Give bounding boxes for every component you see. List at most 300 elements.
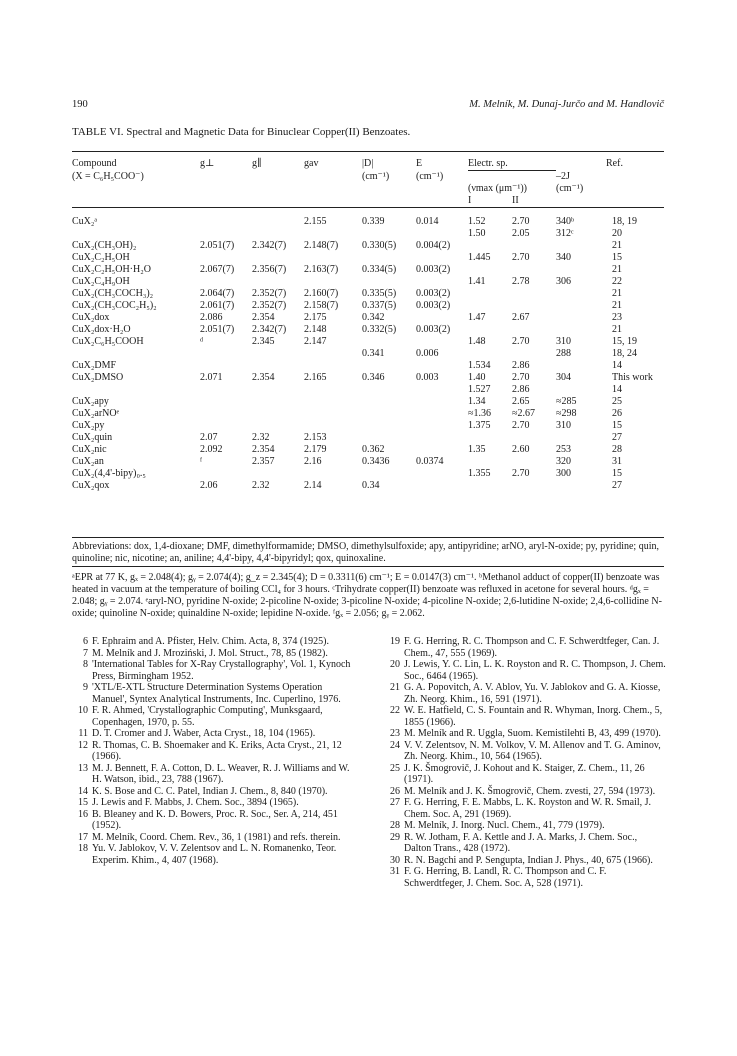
cell-g-perp: 2.092 <box>200 443 223 455</box>
reference-text: M. J. Bennett, F. A. Cotton, D. L. Weaver, R. J. Williams and W. H. Watson, ibid., 23, 788 (1967). <box>92 762 350 785</box>
cell-d-value: 0.332(5) <box>362 323 397 335</box>
col-electr-sp: Electr. sp. <box>468 158 508 169</box>
cell-g-par <box>252 468 304 480</box>
cell-band-i: 1.48 <box>468 335 486 347</box>
reference-text: F. R. Ahmed, 'Crystallographic Computing', Munksgaard, Copenhagen, 1970, p. 55. <box>92 705 323 728</box>
cell-ref: 22 <box>612 275 622 287</box>
cell-g-perp: 2.071 <box>200 371 223 383</box>
cell-j-value: 340ᵇ <box>556 215 575 227</box>
cell-g-perp <box>200 276 252 288</box>
table-row <box>72 324 664 336</box>
cell-g-par <box>252 420 304 432</box>
reference-number: 21 <box>390 682 400 693</box>
cell-ref: 26 <box>612 407 622 419</box>
cell-ref: 21 <box>612 263 622 275</box>
cell-band-ii <box>512 324 556 336</box>
cell-g-av <box>304 228 362 240</box>
reference-number: 13 <box>78 762 88 774</box>
cell-band-i <box>468 324 512 336</box>
cell-band-i: 1.527 <box>468 383 491 395</box>
table-row <box>72 264 664 276</box>
table-row <box>72 288 664 300</box>
cell-compound <box>72 384 200 396</box>
cell-e-value <box>416 468 468 480</box>
cell-band-i <box>468 240 512 252</box>
cell-band-i <box>468 264 512 276</box>
reference-item <box>384 855 666 867</box>
references-left-column <box>72 636 354 866</box>
cell-d-value <box>362 420 416 432</box>
table-row <box>72 360 664 372</box>
cell-g-par <box>252 207 304 228</box>
cell-band-i <box>468 456 512 468</box>
col-g-av: gav <box>304 158 319 169</box>
cell-ref: 27 <box>612 479 622 491</box>
cell-g-par <box>252 228 304 240</box>
cell-e-value: 0.003(2) <box>416 263 451 275</box>
cell-band-i: 1.534 <box>468 359 491 371</box>
cell-band-ii <box>512 300 556 312</box>
cell-band-i: 1.41 <box>468 275 486 287</box>
cell-g-par: 2.342(7) <box>252 323 287 335</box>
cell-band-ii: 2.65 <box>512 395 530 407</box>
cell-band-i: 1.40 <box>468 371 486 383</box>
cell-compound: CuX₂(CH₃COC₂H₅)₂ <box>72 299 157 311</box>
cell-g-av: 2.147 <box>304 335 327 347</box>
cell-band-ii: 2.05 <box>512 227 530 239</box>
cell-d-value <box>362 432 416 444</box>
cell-g-perp <box>200 468 252 480</box>
reference-item <box>72 648 354 660</box>
cell-compound: CuX₂arNOᵉ <box>72 407 120 419</box>
cell-compound: CuX₂py <box>72 419 105 431</box>
cell-g-perp: 2.051(7) <box>200 323 235 335</box>
cell-band-i: 1.47 <box>468 311 486 323</box>
reference-text: K. S. Bose and C. C. Patel, Indian J. Chem., 8, 840 (1970). <box>92 785 328 797</box>
cell-band-i: ≈1.36 <box>468 407 491 419</box>
cell-band-ii <box>512 264 556 276</box>
cell-j-value: 304 <box>556 371 571 383</box>
table-row <box>72 336 664 348</box>
col-band-ii: II <box>512 194 519 206</box>
cell-g-av <box>304 384 362 396</box>
reference-text: J. K. Šmogrovič, J. Kohout and K. Staiger, Z. Chem., 11, 26 (1971). <box>404 762 645 785</box>
cell-g-perp <box>200 396 252 408</box>
table-row <box>72 228 664 240</box>
table-row <box>72 207 664 228</box>
cell-band-ii: 2.86 <box>512 383 530 395</box>
cell-band-ii: 2.86 <box>512 359 530 371</box>
reference-item <box>72 728 354 740</box>
cell-band-i: 1.35 <box>468 443 486 455</box>
reference-item <box>72 659 354 682</box>
cell-compound: CuX₂qox <box>72 479 110 491</box>
cell-d-value: 0.339 <box>362 215 385 227</box>
cell-band-ii: 2.70 <box>512 419 530 431</box>
cell-e-value: 0.006 <box>416 347 439 359</box>
table-row <box>72 396 664 408</box>
cell-compound: CuX₂dox·H₂O <box>72 323 131 335</box>
cell-d-value <box>362 360 416 372</box>
cell-j-value <box>556 432 606 444</box>
cell-g-perp: ᶠ <box>200 455 203 467</box>
cell-band-ii <box>512 348 556 360</box>
cell-j-value: ≈285 <box>556 395 577 407</box>
table-footnotes: ᵃEPR at 77 K, gₓ = 2.048(4); gᵧ = 2.074(4); g_z = 2.345(4); D = 0.3311(6) cm⁻¹; E = 0.0147(3) cm⁻¹. ᵇMethanol adduct of copper(II) benzoate was heated in vacuum at the temperature of boiling CCl₄ for 3 hours. ᶜTrihydrate copper(II) benzoate was refluxed in acetone for several hours. ᵈgₓ = 2.048; gᵧ = 2.074. ᵉaryl-NO, pyridine N-oxide; 2-picoline N-oxide; 3-picoline N-oxide; 4-picoline N-oxide; 2,6-lutidine N-oxide; 2,4,6-collidine N-oxide; quinoline N-oxide; quinaldine N-oxide; lepidine N-oxide. ᶠgₓ = 2.056; gᵧ = 2.062. <box>72 572 662 619</box>
reference-number: 29 <box>390 831 400 843</box>
reference-number: 16 <box>78 808 88 820</box>
reference-number: 10 <box>78 705 88 716</box>
cell-band-ii <box>512 480 556 492</box>
table-row <box>72 252 664 264</box>
cell-g-perp <box>200 408 252 420</box>
cell-g-par: 2.352(7) <box>252 287 287 299</box>
cell-compound: CuX₂C₂H₅OH <box>72 251 130 263</box>
reference-item <box>384 682 666 705</box>
reference-number: 8 <box>83 659 88 670</box>
cell-compound: CuX₂(CH₃OH)₂ <box>72 239 137 251</box>
cell-d-value: 0.3436 <box>362 455 390 467</box>
reference-number: 22 <box>390 705 400 716</box>
cell-g-par: 2.345 <box>252 335 275 347</box>
cell-ref: 14 <box>612 383 622 395</box>
cell-e-value <box>416 276 468 288</box>
table-top-rule <box>72 151 664 152</box>
reference-item <box>384 866 666 889</box>
col-ref: Ref. <box>606 158 623 169</box>
reference-number: 17 <box>78 831 88 843</box>
cell-g-perp: 2.067(7) <box>200 263 235 275</box>
reference-text: M. Melník and J. Mroziński, J. Mol. Struct., 78, 85 (1982). <box>92 647 328 659</box>
cell-ref: 21 <box>612 239 622 251</box>
cell-e-value <box>416 384 468 396</box>
cell-e-value: 0.0374 <box>416 455 444 467</box>
cell-e-value: 0.003(2) <box>416 287 451 299</box>
reference-item <box>384 786 666 798</box>
cell-g-perp <box>200 207 252 228</box>
col-d: |D| <box>362 158 374 169</box>
table-bottom-rule <box>72 537 664 538</box>
cell-ref: 15 <box>612 419 622 431</box>
cell-compound: CuX₂apy <box>72 395 109 407</box>
cell-ref: 31 <box>612 455 622 467</box>
cell-d-value <box>362 384 416 396</box>
cell-g-perp <box>200 420 252 432</box>
cell-ref: 15 <box>612 251 622 263</box>
cell-g-par: 2.32 <box>252 479 270 491</box>
col-band-i: I <box>468 194 472 206</box>
cell-g-av <box>304 420 362 432</box>
cell-g-par: 2.356(7) <box>252 263 287 275</box>
cell-e-value <box>416 408 468 420</box>
cell-d-value: 0.341 <box>362 347 385 359</box>
cell-j-value <box>556 240 606 252</box>
cell-g-par <box>252 252 304 264</box>
col-e: E <box>416 158 423 169</box>
cell-g-av <box>304 408 362 420</box>
cell-compound: CuX₂(CH₃COCH₃)₂ <box>72 287 154 299</box>
cell-g-av <box>304 348 362 360</box>
spectral-data-table <box>72 158 664 492</box>
cell-g-par: 2.32 <box>252 431 270 443</box>
cell-j-value <box>556 480 606 492</box>
cell-compound: CuX₂C₂H₅OH·H₂O <box>72 263 151 275</box>
cell-g-perp: 2.086 <box>200 311 223 323</box>
cell-g-av: 2.16 <box>304 455 322 467</box>
reference-text: J. Lewis, Y. C. Lin, L. K. Royston and R. C. Thompson, J. Chem. Soc., 6464 (1965). <box>404 659 666 682</box>
reference-item <box>384 740 666 763</box>
reference-text: M. Melník and R. Uggla, Suom. Kemistilehti B, 43, 499 (1970). <box>404 728 661 739</box>
cell-band-ii: 2.78 <box>512 275 530 287</box>
cell-d-value: 0.362 <box>362 443 385 455</box>
cell-band-ii: 2.70 <box>512 251 530 263</box>
running-header-authors: M. Melník, M. Dunaj-Jurčo and M. Handlovič <box>469 99 664 110</box>
reference-text: R. W. Jotham, F. A. Kettle and J. A. Marks, J. Chem. Soc., Dalton Trans., 428 (1972). <box>404 831 638 854</box>
cell-g-av <box>304 396 362 408</box>
cell-g-av <box>304 468 362 480</box>
cell-g-perp: 2.06 <box>200 479 218 491</box>
cell-ref: 27 <box>612 431 622 443</box>
cell-g-av: 2.153 <box>304 431 327 443</box>
cell-d-value: 0.34 <box>362 479 380 491</box>
reference-text: M. Melník, J. Inorg. Nucl. Chem., 41, 779 (1979). <box>404 820 605 831</box>
reference-item <box>72 832 354 844</box>
cell-band-ii: 2.70 <box>512 371 530 383</box>
cell-g-perp: 2.064(7) <box>200 287 235 299</box>
table-row <box>72 300 664 312</box>
table-row <box>72 432 664 444</box>
cell-band-ii: 2.67 <box>512 311 530 323</box>
reference-text: M. Melník, Coord. Chem. Rev., 36, 1 (1981) and refs. therein. <box>92 831 341 843</box>
cell-compound <box>72 348 200 360</box>
cell-g-av: 2.148(7) <box>304 239 339 251</box>
cell-e-value <box>416 312 468 324</box>
cell-g-par: 2.357 <box>252 455 275 467</box>
table-row <box>72 456 664 468</box>
reference-text: R. N. Bagchi and P. Sengupta, Indian J. Phys., 40, 675 (1966). <box>404 854 653 866</box>
reference-number: 23 <box>390 728 400 739</box>
cell-g-av <box>304 360 362 372</box>
cell-compound <box>72 228 200 240</box>
cell-ref: 25 <box>612 395 622 407</box>
cell-band-i: 1.445 <box>468 251 491 263</box>
reference-item <box>72 763 354 786</box>
cell-j-value: 310 <box>556 335 571 347</box>
cell-g-perp <box>200 228 252 240</box>
cell-band-ii: 2.60 <box>512 443 530 455</box>
table-row <box>72 348 664 360</box>
reference-text: V. V. Zelentsov, N. M. Volkov, V. M. Allenov and T. G. Aminov, Zh. Neorg. Khim., 10, 564 (1965). <box>404 739 661 762</box>
cell-ref: 21 <box>612 287 622 299</box>
cell-g-perp <box>200 384 252 396</box>
cell-ref: 21 <box>612 299 622 311</box>
reference-text: D. T. Cromer and J. Waber, Acta Cryst., 18, 104 (1965). <box>92 728 316 739</box>
cell-band-ii: 2.70 <box>512 467 530 479</box>
cell-j-value <box>556 312 606 324</box>
cell-compound: CuX₂ᵃ <box>72 215 98 227</box>
cell-j-value: 320 <box>556 455 571 467</box>
cell-compound: CuX₂nic <box>72 443 107 455</box>
cell-ref: 28 <box>612 443 622 455</box>
cell-j-value <box>556 360 606 372</box>
reference-text: W. E. Hatfield, C. S. Fountain and R. Whyman, Inorg. Chem., 5, 1855 (1966). <box>404 705 663 728</box>
cell-g-av <box>304 276 362 288</box>
cell-band-ii <box>512 240 556 252</box>
reference-text: G. A. Popovitch, A. V. Ablov, Yu. V. Jablokov and G. A. Kiosse, Zh. Neorg. Khim., 16, 591 (1971). <box>404 682 661 705</box>
table-caption: TABLE VI. Spectral and Magnetic Data for Binuclear Copper(II) Benzoates. <box>72 126 411 138</box>
reference-item <box>72 809 354 832</box>
cell-j-value: 300 <box>556 467 571 479</box>
reference-number: 9 <box>83 682 88 693</box>
cell-g-av: 2.163(7) <box>304 263 339 275</box>
cell-e-value <box>416 420 468 432</box>
cell-e-value: 0.003(2) <box>416 323 451 335</box>
table-row <box>72 240 664 252</box>
cell-e-value <box>416 444 468 456</box>
cell-band-i <box>468 300 512 312</box>
cell-ref: 15, 19 <box>612 335 637 347</box>
col-e-unit: (cm⁻¹) <box>416 170 444 182</box>
reference-text: B. Bleaney and K. D. Bowers, Proc. R. Soc., Ser. A, 214, 451 (1952). <box>92 808 338 831</box>
table-row <box>72 372 664 384</box>
reference-number: 25 <box>390 762 400 774</box>
footnote-rule <box>72 566 664 567</box>
cell-j-value <box>556 264 606 276</box>
cell-g-av: 2.165 <box>304 371 327 383</box>
cell-e-value <box>416 396 468 408</box>
table-row <box>72 384 664 396</box>
cell-ref: 20 <box>612 227 622 239</box>
reference-number: 19 <box>390 636 400 647</box>
table-row <box>72 468 664 480</box>
reference-item <box>384 705 666 728</box>
references-right-column <box>384 636 666 889</box>
reference-item <box>384 832 666 855</box>
abbreviations: Abbreviations: dox, 1,4-dioxane; DMF, dimethylformamide; DMSO, dimethylsulfoxide; apy, antipyridine; arNO, aryl-N-oxide; py, pyridine; quin, quinoline; nic, nicotine; an, aniline; 4,4'-bipy, 4,4'-bipyridyl; qox, quinoxaline. <box>72 541 659 564</box>
cell-g-par: 2.354 <box>252 371 275 383</box>
cell-ref: This work <box>612 371 653 383</box>
reference-text: F. G. Herring, B. Landl, R. C. Thompson and C. F. Schwerdtfeger, J. Chem. Soc. A, 528 (1971). <box>404 866 607 889</box>
page-number: 190 <box>72 99 88 110</box>
cell-j-value: 306 <box>556 275 571 287</box>
cell-g-par: 2.354 <box>252 311 275 323</box>
cell-band-i <box>468 480 512 492</box>
cell-ref: 18, 19 <box>612 215 637 227</box>
table-row <box>72 408 664 420</box>
table-row <box>72 480 664 492</box>
cell-d-value: 0.346 <box>362 371 385 383</box>
cell-g-perp: 2.07 <box>200 431 218 443</box>
cell-d-value <box>362 276 416 288</box>
reference-number: 26 <box>390 785 400 797</box>
table-row <box>72 444 664 456</box>
cell-e-value: 0.004(2) <box>416 239 451 251</box>
cell-compound: CuX₂quin <box>72 431 113 443</box>
cell-g-perp <box>200 360 252 372</box>
cell-g-av: 2.14 <box>304 479 322 491</box>
cell-g-par <box>252 396 304 408</box>
reference-item <box>72 682 354 705</box>
cell-g-par <box>252 360 304 372</box>
cell-ref: 15 <box>612 467 622 479</box>
reference-item <box>72 705 354 728</box>
reference-item <box>72 797 354 809</box>
cell-j-value <box>556 300 606 312</box>
col-d-unit: (cm⁻¹) <box>362 170 390 182</box>
cell-compound: CuX₂dox <box>72 311 110 323</box>
reference-number: 18 <box>78 843 88 854</box>
reference-text: M. Melník and J. K. Šmogrovič, Chem. zvesti, 27, 594 (1973). <box>404 785 656 797</box>
cell-e-value <box>416 252 468 264</box>
reference-text: F. G. Herring, R. C. Thompson and C. F. Schwerdtfeger, Can. J. Chem., 47, 555 (1969). <box>404 636 660 659</box>
col-compound-note: (X = C₆H₅COO⁻) <box>72 170 144 182</box>
cell-g-av: 2.155 <box>304 215 327 227</box>
reference-number: 30 <box>390 854 400 866</box>
reference-item <box>72 786 354 798</box>
reference-number: 12 <box>78 739 88 751</box>
cell-j-value <box>556 384 606 396</box>
cell-ref: 14 <box>612 359 622 371</box>
cell-g-par: 2.342(7) <box>252 239 287 251</box>
reference-text: J. Lewis and F. Mabbs, J. Chem. Soc., 3894 (1965). <box>92 797 299 808</box>
reference-text: F. Ephraim and A. Pfister, Helv. Chim. Acta, 8, 374 (1925). <box>92 636 330 647</box>
cell-e-value <box>416 360 468 372</box>
cell-compound: CuX₂DMSO <box>72 371 124 383</box>
cell-d-value: 0.342 <box>362 311 385 323</box>
cell-d-value <box>362 408 416 420</box>
cell-j-value: 310 <box>556 419 571 431</box>
cell-compound: CuX₂an <box>72 455 104 467</box>
reference-item <box>72 740 354 763</box>
reference-number: 20 <box>390 659 400 670</box>
cell-compound: CuX₂C₆H₅COOH <box>72 335 144 347</box>
cell-j-value: 288 <box>556 347 571 359</box>
col-j-label: –2J <box>556 170 570 182</box>
reference-number: 15 <box>78 797 88 808</box>
cell-band-ii <box>512 456 556 468</box>
cell-g-par <box>252 276 304 288</box>
cell-g-par <box>252 384 304 396</box>
col-j-unit: (cm⁻¹) <box>556 182 584 194</box>
cell-j-value: ≈298 <box>556 407 577 419</box>
cell-d-value <box>362 468 416 480</box>
cell-g-av: 2.179 <box>304 443 327 455</box>
table-body <box>72 207 664 492</box>
reference-text: F. G. Herring, F. E. Mabbs, L. K. Royston and W. R. Smail, J. Chem. Soc. A, 291 (1969). <box>404 797 652 820</box>
cell-ref: 18, 24 <box>612 347 637 359</box>
reference-number: 6 <box>83 636 88 647</box>
col-g-par: g∥ <box>252 158 262 169</box>
reference-item <box>384 797 666 820</box>
cell-e-value: 0.003 <box>416 371 439 383</box>
cell-j-value: 312ᶜ <box>556 227 574 239</box>
cell-d-value: 0.330(5) <box>362 239 397 251</box>
cell-band-i <box>468 348 512 360</box>
cell-e-value <box>416 432 468 444</box>
cell-ref: 23 <box>612 311 622 323</box>
cell-g-av <box>304 252 362 264</box>
reference-number: 7 <box>83 647 88 659</box>
cell-j-value <box>556 288 606 300</box>
reference-text: Yu. V. Jablokov, V. V. Zelentsov and L. N. Romanenko, Teor. Experim. Khim., 4, 407 (1968). <box>92 843 337 866</box>
cell-d-value <box>362 252 416 264</box>
cell-e-value <box>416 336 468 348</box>
cell-g-par: 2.352(7) <box>252 299 287 311</box>
table-row <box>72 312 664 324</box>
cell-g-av: 2.175 <box>304 311 327 323</box>
cell-g-av: 2.160(7) <box>304 287 339 299</box>
cell-band-i: 1.355 <box>468 467 491 479</box>
